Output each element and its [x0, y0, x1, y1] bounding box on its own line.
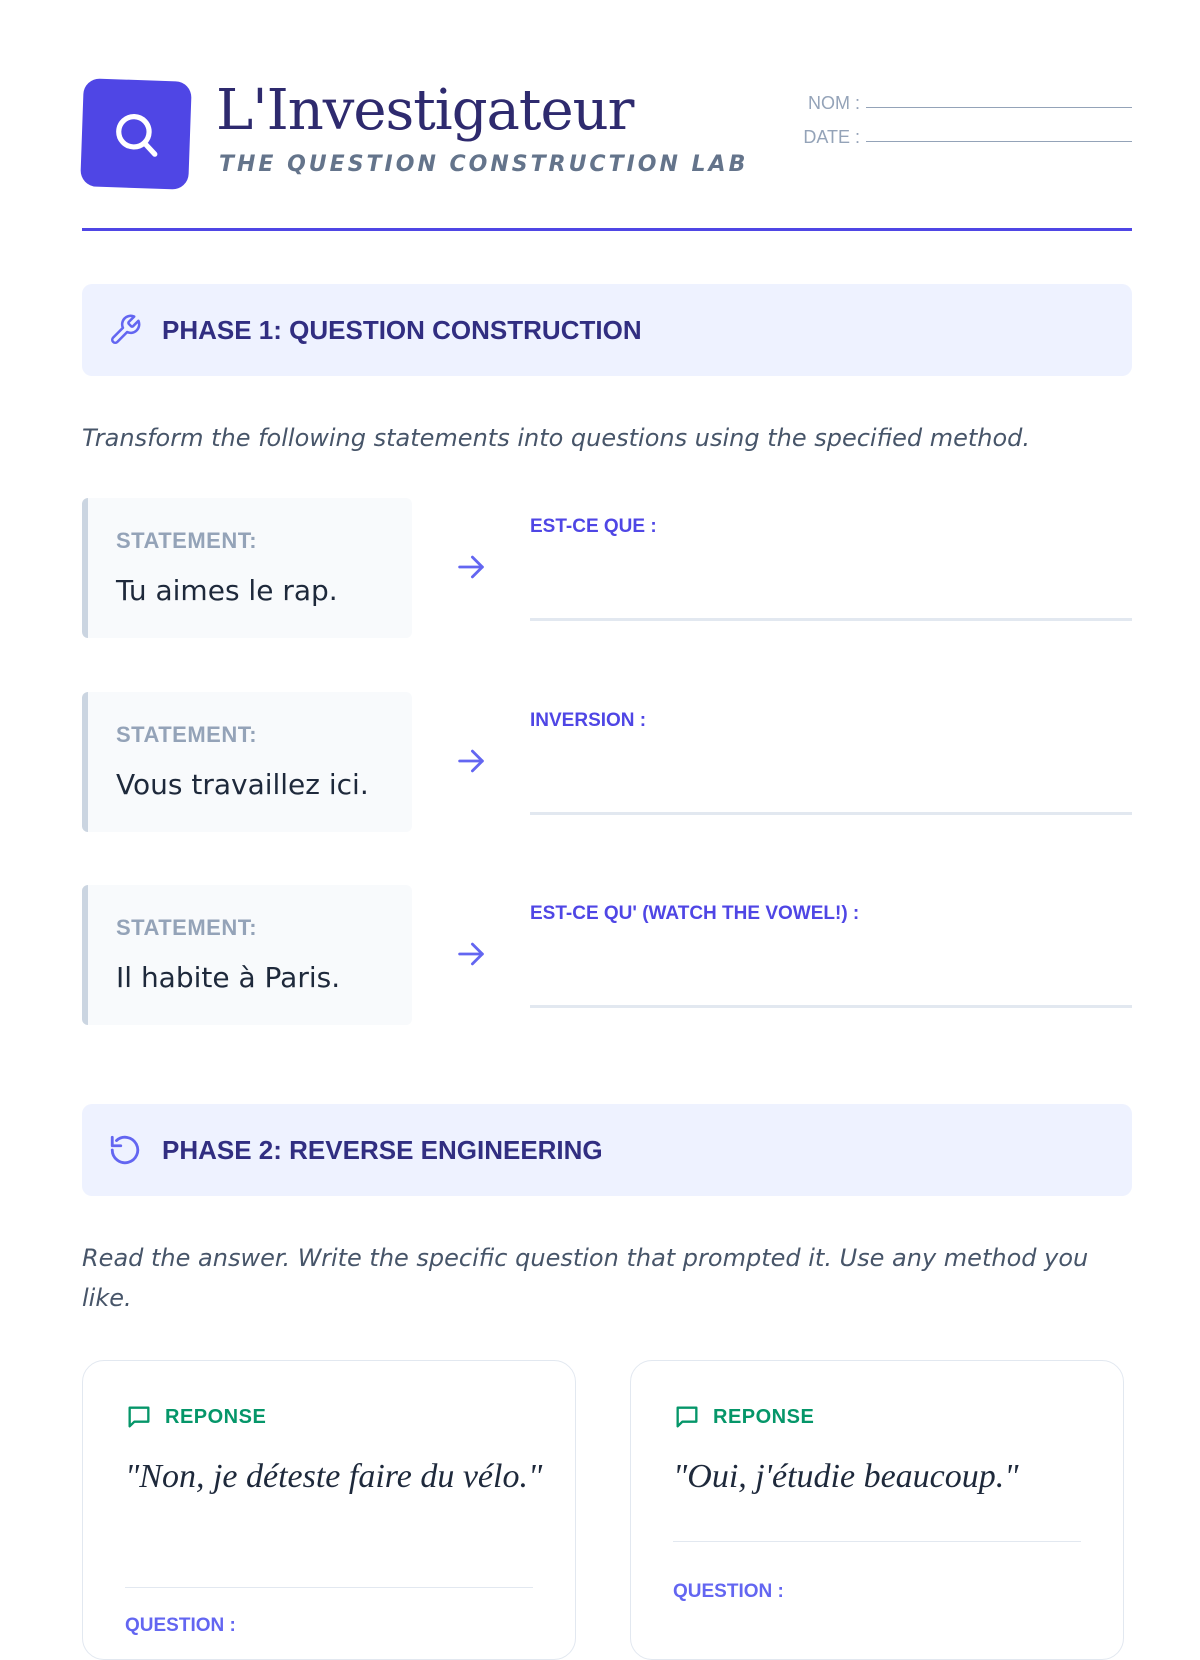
response-card — [82, 1360, 576, 1660]
card-divider — [125, 1587, 533, 1588]
date-line[interactable] — [866, 121, 1132, 142]
response-card — [630, 1360, 1124, 1660]
phase1-header — [82, 284, 1132, 376]
undo-icon — [108, 1133, 142, 1167]
answer-line[interactable] — [530, 618, 1132, 621]
date-field — [792, 114, 1132, 148]
name-line[interactable] — [866, 87, 1132, 108]
statement-box — [82, 885, 412, 1025]
answer-line[interactable] — [530, 1005, 1132, 1008]
page-subtitle: THE QUESTION CONSTRUCTION LAB — [219, 152, 749, 177]
card-label: REPONSE — [165, 1405, 267, 1428]
worksheet-page — [82, 0, 1132, 1636]
question-label: QUESTION : — [125, 1615, 236, 1636]
method-label: EST-CE QU' (WATCH THE VOWEL!) : — [530, 903, 860, 924]
method-label: EST-CE QUE : — [530, 516, 657, 537]
date-label: DATE : — [803, 127, 860, 147]
statement-label: STATEMENT: — [116, 915, 258, 940]
question-label: QUESTION : — [673, 1581, 784, 1602]
statement-text: Il habite à Paris. — [116, 961, 341, 994]
card-label: REPONSE — [713, 1405, 815, 1428]
arrow-right-icon — [454, 550, 488, 584]
name-label: NOM : — [808, 93, 860, 113]
search-icon — [109, 107, 163, 161]
response-quote: "Non, je déteste faire du vélo." — [125, 1458, 543, 1495]
phase1-title: PHASE 1: QUESTION CONSTRUCTION — [162, 314, 642, 345]
statement-row — [82, 498, 1132, 638]
wrench-icon — [108, 313, 142, 347]
phase1-instruction: Transform the following statements into questions using the specified method. — [82, 424, 1031, 452]
card-header — [673, 1403, 814, 1431]
response-quote: "Oui, j'étudie beaucoup." — [673, 1458, 1019, 1495]
chat-bubble-icon — [673, 1403, 701, 1431]
chat-bubble-icon — [125, 1403, 153, 1431]
page-title: L'Investigateur — [216, 78, 634, 143]
statement-box — [82, 692, 412, 832]
statement-label: STATEMENT: — [116, 528, 258, 553]
phase2-instruction: Read the answer. Write the specific question that prompted it. Use any method you like. — [82, 1244, 1089, 1312]
statement-text: Vous travaillez ici. — [116, 768, 369, 801]
phase2-title: PHASE 2: REVERSE ENGINEERING — [162, 1134, 603, 1165]
phase2-header — [82, 1104, 1132, 1196]
worksheet-header — [82, 0, 1132, 232]
card-divider — [673, 1541, 1081, 1542]
arrow-right-icon — [454, 937, 488, 971]
statement-row — [82, 692, 1132, 832]
statement-row — [82, 885, 1132, 1025]
arrow-right-icon — [454, 744, 488, 778]
logo — [80, 78, 192, 190]
card-header — [125, 1403, 266, 1431]
header-divider — [82, 228, 1132, 231]
statement-text: Tu aimes le rap. — [116, 574, 338, 607]
method-label: INVERSION : — [530, 710, 647, 731]
answer-line[interactable] — [530, 812, 1132, 815]
statement-box — [82, 498, 412, 638]
student-fields — [792, 80, 1132, 148]
statement-label: STATEMENT: — [116, 722, 258, 747]
name-field — [792, 80, 1132, 114]
